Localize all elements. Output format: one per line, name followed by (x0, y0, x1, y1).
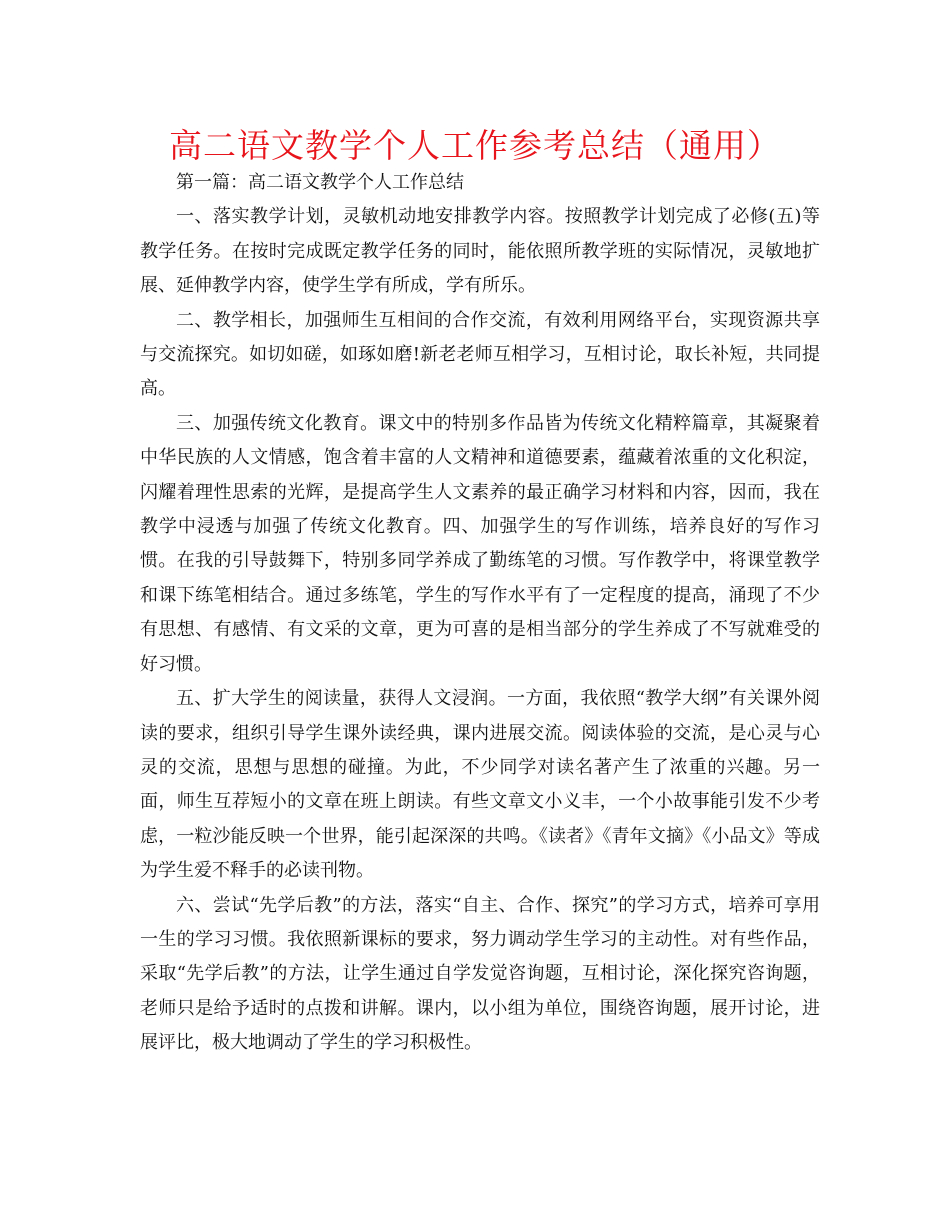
document-body (140, 166, 820, 1061)
paragraph-3: 三、加强传统文化教育。课文中的特别多作品皆为传统文化精粹篇章，其凝聚着中华民族的人文情感，饱含着丰富的人文精神和道德要素，蕴藏着浓重的文化积淀，闪耀着理性思索的光辉，是提高学生人文素养的最正确学习材料和内容，因而，我在教学中浸透与加强了传统文化教育。四、加强学生的写作训练，培养良好的写作习惯。在我的引导鼓舞下，特别多同学养成了勤练笔的习惯。写作教学中，将课堂教学和课下练笔相结合。通过多练笔，学生的写作水平有了一定程度的提高，涌现了不少有思想、有感情、有文采的文章，更为可喜的是相当部分的学生养成了不写就难受的好习惯。 (140, 412, 820, 675)
paragraph-5: 六、尝试“先学后教”的方法，落实“自主、合作、探究”的学习方式，培养可享用一生的学习习惯。我依照新课标的要求，努力调动学生学习的主动性。对有些作品，采取“先学后教”的方法，让学生通过自学发觉咨询题，互相讨论，深化探究咨询题，老师只是给予适时的点拨和讲解。课内，以小组为单位，围绕咨询题，展开讨论，进展评比，极大地调动了学生的学习积极性。 (140, 894, 820, 1054)
paragraph-4: 五、扩大学生的阅读量，获得人文浸润。一方面，我依照“教学大纲”有关课外阅读的要求，组织引导学生课外读经典，课内进展交流。阅读体验的交流，是心灵与心灵的交流，思想与思想的碰撞。为此，不少同学对读名著产生了浓重的兴趣。另一面，师生互荐短小的文章在班上朗读。有些文章文小义丰，一个小故事能引发不少考虑，一粒沙能反映一个世界，能引起深深的共鸣。《读者》《青年文摘》《小品文》等成为学生爱不释手的必读刊物。 (140, 688, 820, 882)
document-title: 高二语文教学个人工作参考总结（通用） (169, 126, 781, 165)
paragraph-1: 一、落实教学计划，灵敏机动地安排教学内容。按照教学计划完成了必修(五)等教学任务。在按时完成既定教学任务的同时，能依照所教学班的实际情况，灵敏地扩展、延伸教学内容，使学生学有所成，学有所乐。 (140, 206, 820, 297)
document-subtitle: 第一篇：高二语文教学个人工作总结 (176, 172, 464, 193)
paragraph-2: 二、教学相长，加强师生互相间的合作交流，有效利用网络平台，实现资源共享与交流探究。如切如磋，如琢如磨!新老老师互相学习，互相讨论，取长补短，共同提高。 (140, 309, 820, 400)
